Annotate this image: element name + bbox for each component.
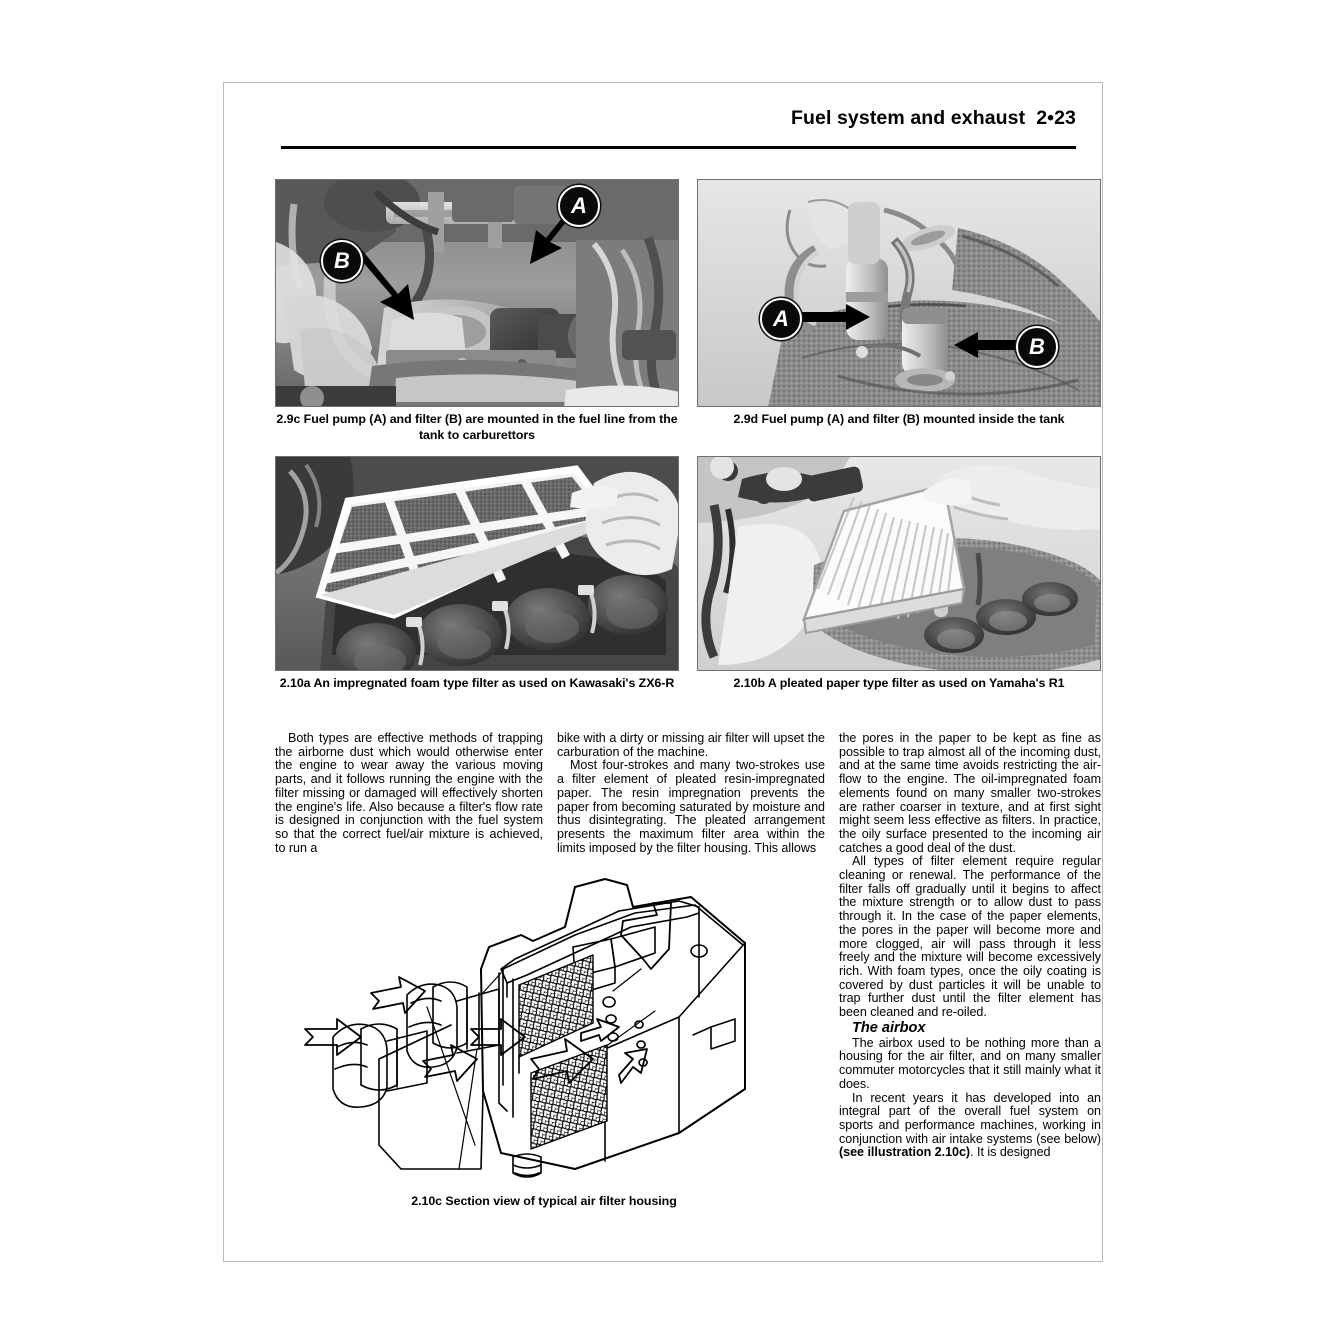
page-content-area xyxy=(250,107,1101,1227)
paragraph-text: . It is designed xyxy=(970,1145,1051,1160)
body-column-3 xyxy=(839,732,1101,1160)
header-divider-rule xyxy=(281,146,1076,149)
figure-2-9d-caption: 2.9d Fuel pump (A) and filter (B) mounted inside the tank xyxy=(733,412,1065,426)
paragraph: The airbox used to be nothing more than a housing for the air filter, and on many smaller commuter motorcycles that it still mainly what it does. xyxy=(839,1035,1101,1091)
callout-badge-a: A xyxy=(760,298,802,340)
body-column-1 xyxy=(275,732,543,855)
body-column-2 xyxy=(557,732,825,855)
figure-2-10a-caption: 2.10a An impregnated foam type filter as used on Kawasaki's ZX6-R xyxy=(279,676,675,690)
callout-a-arrow-icon xyxy=(794,302,872,332)
callout-badge-b: B xyxy=(321,240,363,282)
figure-2-10b-photo xyxy=(697,456,1101,671)
manual-page-sheet xyxy=(223,82,1103,1262)
figure-2-10c-caption: 2.10c Section view of typical air filter housing xyxy=(411,1194,677,1208)
figure-2-10c-drawing xyxy=(275,877,813,1182)
paper-filter-illustration xyxy=(698,457,1101,671)
paragraph: bike with a dirty or missing air filter will upset the carburation of the machine. xyxy=(557,731,825,759)
fuel-pump-fuel-line-illustration xyxy=(276,180,679,407)
figure-2-9c-photo xyxy=(275,179,679,407)
section-heading-the-airbox: The airbox xyxy=(852,1019,926,1036)
figure-2-9d-photo xyxy=(697,179,1101,407)
figure-2-9c-caption: 2.9c Fuel pump (A) and filter (B) are mounted in the fuel line from the tank to carburettors xyxy=(276,412,678,442)
paragraph xyxy=(839,1092,1101,1161)
illustration-cross-reference: (see illustration 2.10c) xyxy=(839,1145,971,1160)
figure-2-10a-photo xyxy=(275,456,679,671)
paragraph: the pores in the paper to be kept as fine as possible to trap almost all of the incoming dust, and at the same time avoids restricting the air-flow to the engine. The oil-impregnated foam elements found on many smaller two-strokes are rather coarser in texture, and at first sight might seem less effective as filters. In practice, the oily surface presented to the incoming air catches a good deal of the dust. xyxy=(839,731,1101,855)
fuel-pump-inside-tank-illustration xyxy=(698,180,1101,407)
foam-filter-illustration xyxy=(276,457,679,671)
page-title: Fuel system and exhaust 2•23 xyxy=(790,107,1076,129)
figure-2-10b-caption: 2.10b A pleated paper type filter as used on Yamaha's R1 xyxy=(733,676,1065,690)
paragraph: Most four-strokes and many two-strokes use a filter element of pleated resin-impregnated paper. The resin impregnation prevents the paper from becoming saturated by moisture and thus disintegrating. The pleated arrangement presents the maximum filter area within the limits imposed by the filter housing. This allows xyxy=(557,758,825,855)
airbox-section-line-drawing xyxy=(275,877,813,1182)
callout-badge-a: A xyxy=(558,185,600,227)
callout-badge-b: B xyxy=(1016,326,1058,368)
paragraph: Both types are effective methods of trapping the airborne dust which would otherwise enter the engine to wear away the various moving parts, and it follows running the engine with the filter missing or damaged will effectively shorten the engine's life. Also because a filter's flow rate is designed in conjunction with the fuel system so that the correct fuel/air mixture is achieved, to run a xyxy=(275,731,543,855)
paragraph: All types of filter element require regular cleaning or renewal. The performance of the filter falls off gradually until it begins to affect the mixture strength or to allow dust to pass through it. In the case of the paper elements, the pores in the paper will become more and more clogged, air will pass through it less freely and the mixture will become excessively rich. With foam types, once the oily coating is covered by dust particles it will be unable to trap further dust until the filter element has been cleaned and re-oiled. xyxy=(839,854,1101,1020)
paragraph-text: In recent years it has developed into an integral part of the overall fuel system on sports and performance machines, working in conjunction with air intake systems (see below) xyxy=(839,1090,1101,1146)
